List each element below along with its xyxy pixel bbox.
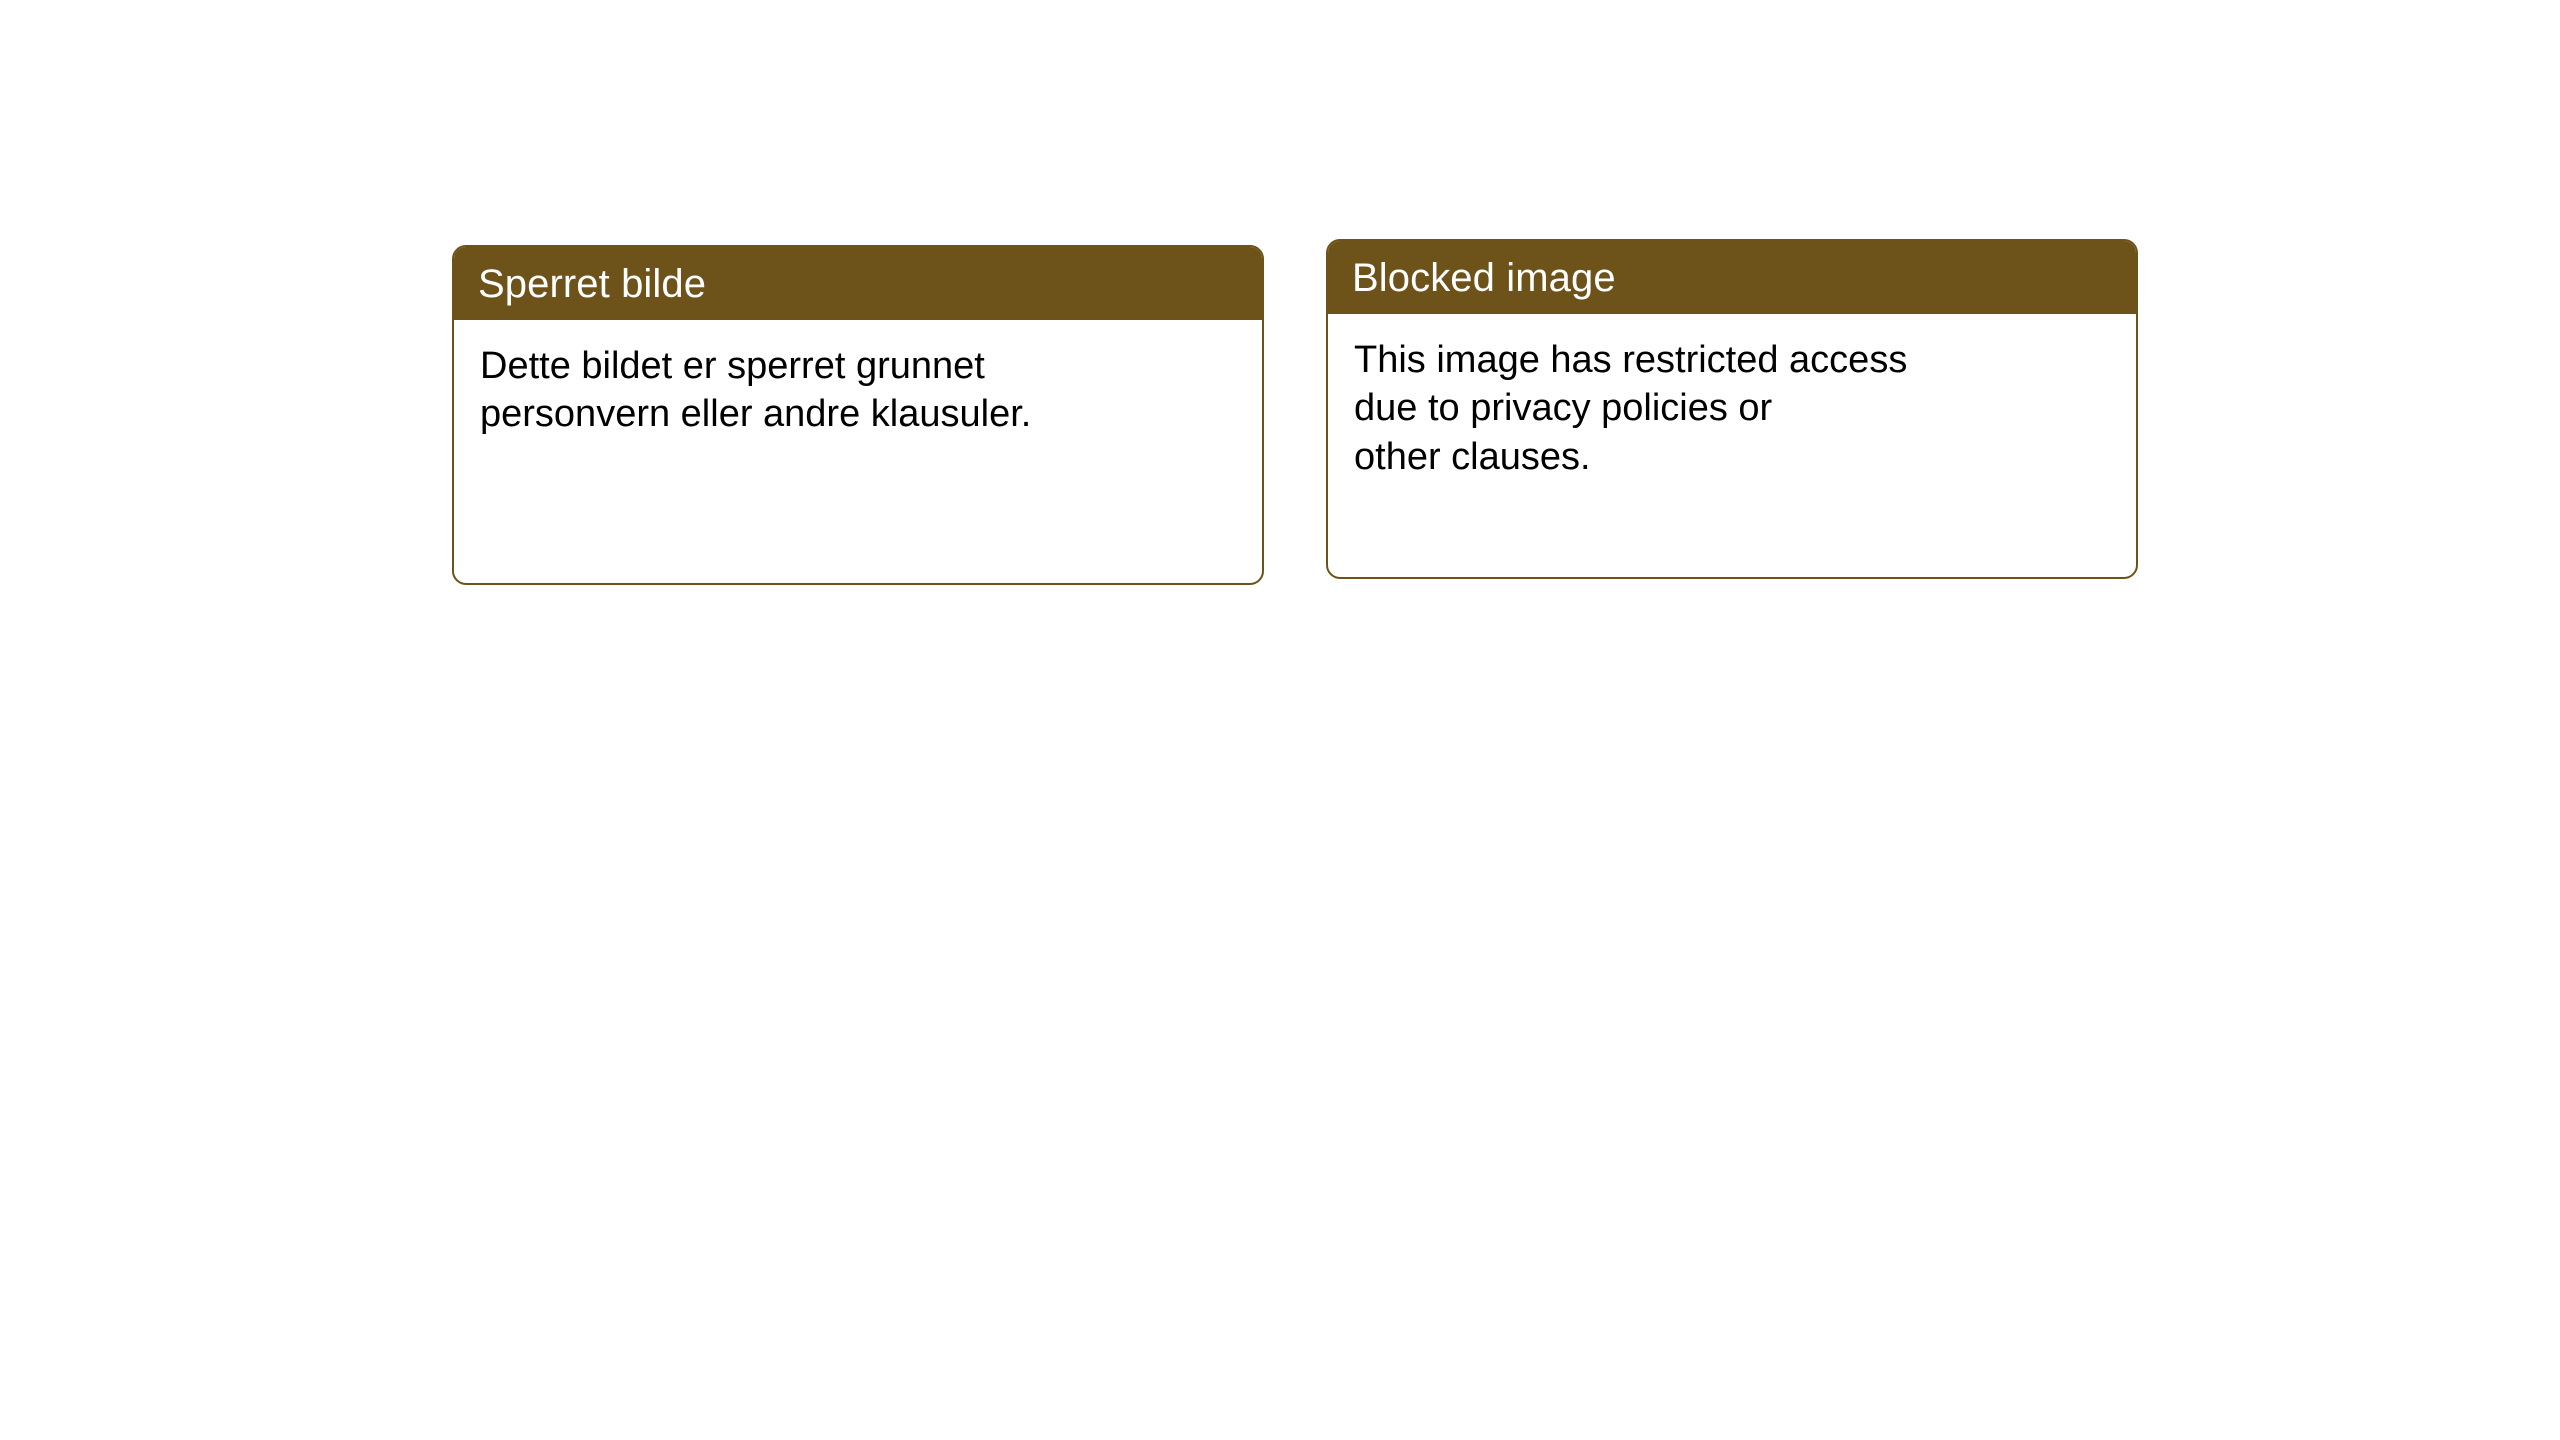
card-message-english <box>1328 314 2136 481</box>
blocked-image-notice-card-english <box>1326 239 2138 579</box>
card-message-line: personvern eller andre klausuler. <box>480 393 1032 436</box>
card-message-norwegian <box>454 320 1262 439</box>
card-title-english: Blocked image <box>1328 241 2136 314</box>
card-message-line: This image has restricted access <box>1354 339 1908 381</box>
card-title-norwegian: Sperret bilde <box>454 247 1262 320</box>
card-message-line: Dette bildet er sperret grunnet <box>480 345 985 387</box>
blocked-image-notice-card-norwegian <box>452 245 1264 585</box>
card-message-line: due to privacy policies or <box>1354 387 1773 430</box>
card-message-line: other clauses. <box>1354 435 1591 478</box>
